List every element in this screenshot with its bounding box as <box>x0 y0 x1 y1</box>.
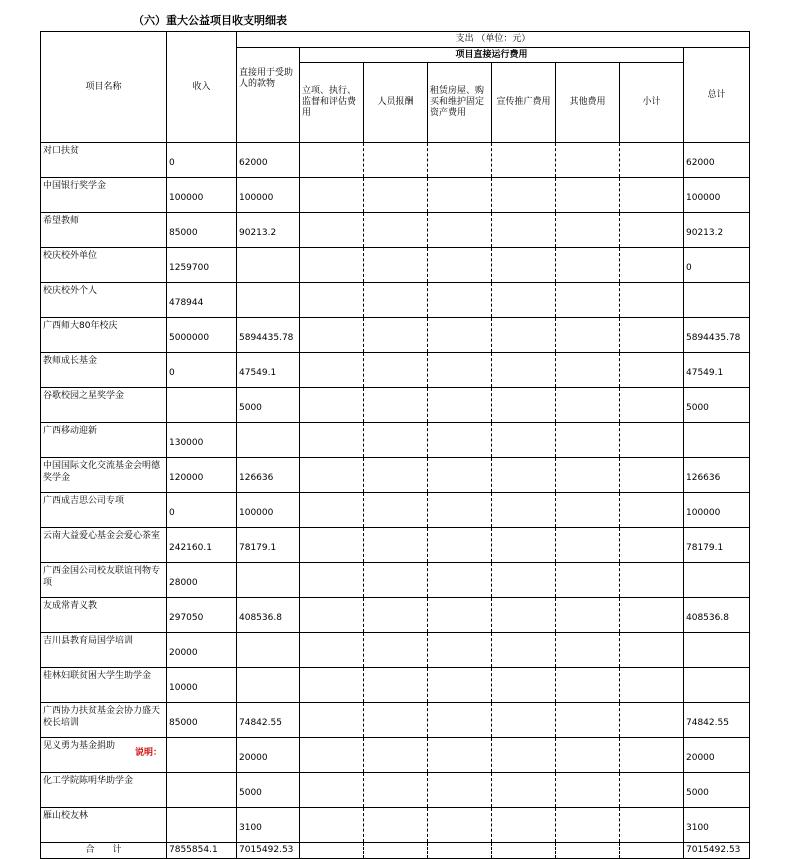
empty-cell <box>620 388 684 423</box>
direct-aid-cell: 5000 <box>237 388 300 423</box>
empty-cell <box>364 773 428 808</box>
income-expense-table <box>40 31 750 859</box>
total-row <box>41 843 750 859</box>
table-row <box>41 388 750 423</box>
total-cell <box>684 423 750 458</box>
empty-cell <box>300 458 364 493</box>
income-cell <box>167 773 237 808</box>
empty-cell <box>492 668 556 703</box>
total-cell: 90213.2 <box>684 213 750 248</box>
empty-cell <box>428 633 492 668</box>
direct-aid-cell <box>237 283 300 318</box>
empty-cell <box>300 808 364 843</box>
table-row <box>41 668 750 703</box>
income-cell: 0 <box>167 493 237 528</box>
income-cell: 20000 <box>167 633 237 668</box>
header-total: 总计 <box>684 48 750 143</box>
direct-aid-cell: 47549.1 <box>237 353 300 388</box>
total-cell: 3100 <box>684 808 750 843</box>
table-row <box>41 598 750 633</box>
note-label: 说明： <box>135 748 163 758</box>
empty-cell <box>300 318 364 353</box>
project-name-cell: 中国国际文化交流基金会明德奖学金 <box>41 458 167 493</box>
empty-cell <box>364 143 428 178</box>
total-cell: 408536.8 <box>684 598 750 633</box>
empty-cell <box>428 773 492 808</box>
project-name-cell: 对口扶贫 <box>41 143 167 178</box>
empty-cell <box>620 318 684 353</box>
empty-cell <box>364 248 428 283</box>
direct-aid-cell <box>237 563 300 598</box>
direct-aid-cell: 62000 <box>237 143 300 178</box>
empty-cell <box>492 283 556 318</box>
empty-cell <box>300 248 364 283</box>
direct-aid-cell: 3100 <box>237 808 300 843</box>
total-cell: 126636 <box>684 458 750 493</box>
empty-cell <box>300 423 364 458</box>
empty-cell <box>364 598 428 633</box>
empty-cell <box>364 843 428 859</box>
empty-cell <box>492 423 556 458</box>
empty-cell <box>620 738 684 773</box>
income-cell: 85000 <box>167 703 237 738</box>
empty-cell <box>556 213 620 248</box>
table-row <box>41 213 750 248</box>
table-row <box>41 353 750 388</box>
empty-cell <box>364 703 428 738</box>
empty-cell <box>428 388 492 423</box>
empty-cell <box>556 458 620 493</box>
table-row <box>41 773 750 808</box>
project-name-cell: 友成常青义教 <box>41 598 167 633</box>
direct-aid-cell <box>237 423 300 458</box>
total-cell: 62000 <box>684 143 750 178</box>
table-row <box>41 143 750 178</box>
income-cell: 1259700 <box>167 248 237 283</box>
empty-cell <box>428 143 492 178</box>
empty-cell <box>492 178 556 213</box>
empty-cell <box>620 703 684 738</box>
empty-cell <box>364 668 428 703</box>
direct-aid-cell: 90213.2 <box>237 213 300 248</box>
total-cell: 74842.55 <box>684 703 750 738</box>
empty-cell <box>556 143 620 178</box>
table-row <box>41 703 750 738</box>
empty-cell <box>620 633 684 668</box>
direct-aid-cell <box>237 248 300 283</box>
empty-cell <box>556 843 620 859</box>
empty-cell <box>492 703 556 738</box>
project-name-cell: 希望教师 <box>41 213 167 248</box>
empty-cell <box>620 598 684 633</box>
empty-cell <box>300 178 364 213</box>
project-name-cell: 见义勇为基金捐助 <box>41 738 167 773</box>
income-cell: 28000 <box>167 563 237 598</box>
empty-cell <box>556 738 620 773</box>
empty-cell <box>492 843 556 859</box>
empty-cell <box>620 423 684 458</box>
total-cell: 78179.1 <box>684 528 750 563</box>
empty-cell <box>300 598 364 633</box>
empty-cell <box>428 563 492 598</box>
project-name-cell: 化工学院陈明华助学金 <box>41 773 167 808</box>
table-row <box>41 283 750 318</box>
empty-cell <box>556 318 620 353</box>
header-project-direct: 项目直接运行费用 <box>300 48 684 63</box>
empty-cell <box>492 773 556 808</box>
table-row <box>41 423 750 458</box>
project-name-cell: 雁山校友林 <box>41 808 167 843</box>
empty-cell <box>364 353 428 388</box>
empty-cell <box>428 493 492 528</box>
income-cell: 478944 <box>167 283 237 318</box>
empty-cell <box>364 493 428 528</box>
project-name-cell: 广西移动迎新 <box>41 423 167 458</box>
table-row <box>41 318 750 353</box>
empty-cell <box>364 563 428 598</box>
header-income: 收入 <box>167 32 237 143</box>
empty-cell <box>300 843 364 859</box>
header-publicity: 宣传推广费用 <box>492 63 556 143</box>
empty-cell <box>364 423 428 458</box>
empty-cell <box>556 668 620 703</box>
empty-cell <box>492 598 556 633</box>
empty-cell <box>428 703 492 738</box>
empty-cell <box>300 633 364 668</box>
income-cell: 5000000 <box>167 318 237 353</box>
header-name: 项目名称 <box>41 32 167 143</box>
empty-cell <box>556 598 620 633</box>
empty-cell <box>556 283 620 318</box>
empty-cell <box>556 178 620 213</box>
empty-cell <box>300 703 364 738</box>
income-cell: 242160.1 <box>167 528 237 563</box>
empty-cell <box>364 178 428 213</box>
empty-cell <box>428 213 492 248</box>
direct-aid-cell: 100000 <box>237 178 300 213</box>
empty-cell <box>556 353 620 388</box>
direct-aid-cell <box>237 633 300 668</box>
empty-cell <box>492 248 556 283</box>
empty-cell <box>300 528 364 563</box>
income-cell: 297050 <box>167 598 237 633</box>
project-name-cell: 教师成长基金 <box>41 353 167 388</box>
empty-cell <box>620 843 684 859</box>
empty-cell <box>556 633 620 668</box>
project-name-cell: 广西协力扶贫基金会协力盛天校长培训 <box>41 703 167 738</box>
income-cell: 0 <box>167 143 237 178</box>
total-cell: 5894435.78 <box>684 318 750 353</box>
direct-aid-cell: 5000 <box>237 773 300 808</box>
empty-cell <box>492 353 556 388</box>
total-cell <box>684 633 750 668</box>
project-name-cell: 云南大益爱心基金会爱心茶室 <box>41 528 167 563</box>
income-cell <box>167 388 237 423</box>
table-title: （六）重大公益项目收支明细表 <box>133 14 287 27</box>
project-name-cell: 谷歌校园之星奖学金 <box>41 388 167 423</box>
header-personnel: 人员报酬 <box>364 63 428 143</box>
total-cell <box>684 283 750 318</box>
empty-cell <box>428 738 492 773</box>
income-cell <box>167 808 237 843</box>
header-direct-aid: 直接用于受助人的款物 <box>237 48 300 143</box>
empty-cell <box>492 738 556 773</box>
table-row <box>41 493 750 528</box>
income-cell: 10000 <box>167 668 237 703</box>
empty-cell <box>620 143 684 178</box>
empty-cell <box>556 773 620 808</box>
empty-cell <box>300 353 364 388</box>
empty-cell <box>300 143 364 178</box>
header-rent: 租赁房屋、购买和维护固定资产费用 <box>428 63 492 143</box>
empty-cell <box>428 808 492 843</box>
direct-aid-cell <box>237 668 300 703</box>
empty-cell <box>620 563 684 598</box>
total-cell: 20000 <box>684 738 750 773</box>
empty-cell <box>556 388 620 423</box>
direct-aid-cell: 408536.8 <box>237 598 300 633</box>
header-approval: 立项、执行、监督和评估费用 <box>300 63 364 143</box>
empty-cell <box>556 563 620 598</box>
total-cell: 100000 <box>684 493 750 528</box>
empty-cell <box>300 668 364 703</box>
empty-cell <box>620 353 684 388</box>
empty-cell <box>428 353 492 388</box>
empty-cell <box>492 143 556 178</box>
project-name-cell: 中国银行奖学金 <box>41 178 167 213</box>
empty-cell <box>300 388 364 423</box>
header-other: 其他费用 <box>556 63 620 143</box>
empty-cell <box>300 563 364 598</box>
total-cell: 5000 <box>684 773 750 808</box>
empty-cell <box>492 528 556 563</box>
empty-cell <box>492 563 556 598</box>
income-cell <box>167 738 237 773</box>
direct-aid-cell: 126636 <box>237 458 300 493</box>
project-name-cell: 校庆校外单位 <box>41 248 167 283</box>
empty-cell <box>620 773 684 808</box>
empty-cell <box>620 283 684 318</box>
table-row <box>41 528 750 563</box>
empty-cell <box>300 493 364 528</box>
project-name-cell: 广西师大80年校庆 <box>41 318 167 353</box>
empty-cell <box>364 458 428 493</box>
empty-cell <box>556 248 620 283</box>
empty-cell <box>620 213 684 248</box>
empty-cell <box>620 458 684 493</box>
empty-cell <box>556 423 620 458</box>
income-cell: 120000 <box>167 458 237 493</box>
empty-cell <box>492 493 556 528</box>
total-direct-cell: 7015492.53 <box>237 843 300 859</box>
total-cell: 5000 <box>684 388 750 423</box>
empty-cell <box>620 808 684 843</box>
header-expenditure: 支出 （单位：元） <box>237 32 750 48</box>
empty-cell <box>428 423 492 458</box>
empty-cell <box>428 248 492 283</box>
empty-cell <box>620 178 684 213</box>
income-cell: 85000 <box>167 213 237 248</box>
empty-cell <box>492 808 556 843</box>
table-row <box>41 563 750 598</box>
empty-cell <box>620 493 684 528</box>
project-name-cell: 广西成吉思公司专项 <box>41 493 167 528</box>
total-label: 合 计 <box>41 843 167 859</box>
empty-cell <box>364 808 428 843</box>
empty-cell <box>556 703 620 738</box>
income-cell: 130000 <box>167 423 237 458</box>
empty-cell <box>492 633 556 668</box>
direct-aid-cell: 5894435.78 <box>237 318 300 353</box>
empty-cell <box>428 598 492 633</box>
empty-cell <box>428 668 492 703</box>
direct-aid-cell: 20000 <box>237 738 300 773</box>
total-cell <box>684 563 750 598</box>
project-name-cell: 校庆校外个人 <box>41 283 167 318</box>
empty-cell <box>620 248 684 283</box>
table-row <box>41 248 750 283</box>
direct-aid-cell: 74842.55 <box>237 703 300 738</box>
table-row <box>41 458 750 493</box>
empty-cell <box>428 528 492 563</box>
empty-cell <box>364 388 428 423</box>
empty-cell <box>300 738 364 773</box>
empty-cell <box>364 283 428 318</box>
total-cell <box>684 668 750 703</box>
empty-cell <box>428 318 492 353</box>
empty-cell <box>492 458 556 493</box>
empty-cell <box>492 213 556 248</box>
empty-cell <box>364 318 428 353</box>
project-name-cell: 吉川县教育局国学培训 <box>41 633 167 668</box>
direct-aid-cell: 78179.1 <box>237 528 300 563</box>
empty-cell <box>492 318 556 353</box>
project-name-cell: 广西金国公司校友联谊刊物专项 <box>41 563 167 598</box>
empty-cell <box>428 843 492 859</box>
total-income-cell: 7855854.1 <box>167 843 237 859</box>
empty-cell <box>620 668 684 703</box>
project-name-cell: 桂林妇联贫困大学生助学金 <box>41 668 167 703</box>
income-cell: 0 <box>167 353 237 388</box>
direct-aid-cell: 100000 <box>237 493 300 528</box>
header-subtotal: 小计 <box>620 63 684 143</box>
empty-cell <box>300 213 364 248</box>
empty-cell <box>556 493 620 528</box>
empty-cell <box>364 213 428 248</box>
grand-total-cell: 7015492.53 <box>684 843 750 859</box>
empty-cell <box>300 773 364 808</box>
total-cell: 100000 <box>684 178 750 213</box>
empty-cell <box>364 633 428 668</box>
empty-cell <box>300 283 364 318</box>
empty-cell <box>556 528 620 563</box>
income-cell: 100000 <box>167 178 237 213</box>
table-row <box>41 808 750 843</box>
empty-cell <box>428 458 492 493</box>
empty-cell <box>556 808 620 843</box>
total-cell: 0 <box>684 248 750 283</box>
table-row <box>41 178 750 213</box>
table-row <box>41 633 750 668</box>
total-cell: 47549.1 <box>684 353 750 388</box>
empty-cell <box>620 528 684 563</box>
empty-cell <box>364 528 428 563</box>
empty-cell <box>364 738 428 773</box>
empty-cell <box>428 178 492 213</box>
empty-cell <box>428 283 492 318</box>
empty-cell <box>492 388 556 423</box>
